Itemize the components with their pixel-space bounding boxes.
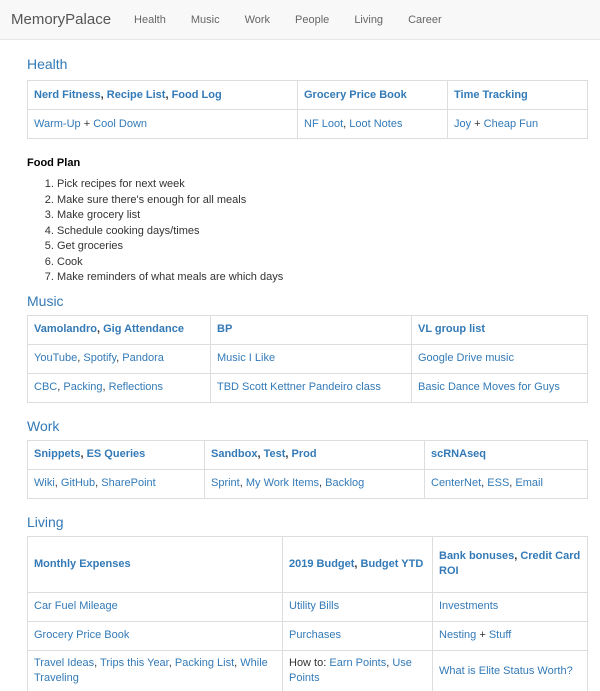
table-cell: [283, 536, 433, 592]
table-text: ,: [95, 477, 102, 489]
table-text: +: [80, 117, 94, 130]
table-cell: [298, 110, 448, 139]
table-text: ,: [100, 88, 107, 101]
work-heading: Work: [27, 417, 60, 434]
table-text: ,: [168, 657, 175, 669]
table-link[interactable]: Test: [263, 448, 286, 460]
table-link[interactable]: Snippets: [34, 448, 81, 460]
table-link[interactable]: Reflections: [108, 381, 164, 393]
table-header-row: [28, 440, 588, 469]
table-link[interactable]: My Work Items: [245, 477, 320, 489]
table-row: [28, 373, 588, 402]
table-link[interactable]: Sprint: [211, 477, 240, 489]
table-link[interactable]: Wiki: [34, 477, 55, 489]
table-link[interactable]: Basic Dance Moves for Guys: [418, 381, 560, 393]
table-link[interactable]: Food Log: [171, 88, 222, 101]
table-header-row: [28, 81, 588, 110]
top-navbar: [0, 0, 600, 40]
table-cell: [28, 650, 283, 691]
table-cell: [28, 440, 205, 469]
table-text: ,: [239, 477, 246, 489]
table-text: +: [471, 117, 484, 130]
table-cell: [412, 344, 588, 373]
table-text: ,: [165, 88, 172, 101]
table-link[interactable]: Monthly Expenses: [34, 557, 131, 570]
table-cell: [448, 81, 588, 110]
table-link[interactable]: Trips this Year: [100, 657, 169, 669]
work-table: [27, 440, 588, 499]
table-cell: [28, 81, 298, 110]
table-cell: [412, 315, 588, 344]
table-link[interactable]: ES Queries: [86, 448, 146, 460]
food-plan-list: [57, 177, 587, 286]
table-text: ,: [116, 352, 123, 364]
table-link[interactable]: 2019 Budget: [289, 557, 355, 570]
table-text: ,: [354, 557, 361, 570]
table-link[interactable]: CenterNet: [431, 477, 482, 489]
table-header-row: [28, 536, 588, 592]
nav-link-career[interactable]: Career: [408, 13, 442, 26]
table-link[interactable]: Utility Bills: [289, 600, 340, 612]
table-link[interactable]: Investments: [439, 600, 499, 612]
table-link[interactable]: Packing List: [174, 657, 235, 669]
living-table: [27, 536, 588, 691]
table-text: ,: [102, 381, 109, 393]
table-cell: [412, 373, 588, 402]
food-plan-title: Food Plan: [27, 157, 81, 169]
table-cell: [211, 315, 412, 344]
table-link[interactable]: Prod: [291, 448, 317, 460]
music-table: [27, 315, 588, 403]
table-text: ,: [285, 448, 292, 460]
table-link[interactable]: Sandbox: [211, 448, 258, 460]
table-link[interactable]: ESS: [487, 477, 510, 489]
table-cell: [28, 469, 205, 498]
table-header-row: [28, 315, 588, 344]
food-plan-step: 7. Make reminders of what meals are which days: [57, 270, 587, 286]
table-text: ,: [77, 352, 84, 364]
table-link[interactable]: Loot Notes: [349, 117, 403, 130]
table-link[interactable]: Joy: [454, 117, 472, 130]
table-cell: [28, 621, 283, 650]
table-link[interactable]: Earn Points: [329, 657, 387, 669]
table-row: [28, 110, 588, 139]
table-text: +: [476, 629, 489, 641]
table-link[interactable]: Purchases: [289, 629, 341, 641]
table-link[interactable]: Use Points: [289, 657, 412, 684]
table-link[interactable]: Nerd Fitness: [34, 88, 101, 101]
table-cell: [283, 592, 433, 621]
table-link[interactable]: Budget YTD: [360, 557, 424, 570]
table-link[interactable]: Email: [515, 477, 543, 489]
table-cell: [448, 110, 588, 139]
table-link[interactable]: scRNAseq: [431, 448, 487, 460]
food-plan-step: 6. Cook: [57, 255, 587, 271]
table-link[interactable]: Gig Attendance: [103, 323, 184, 335]
table-cell: [205, 469, 425, 498]
table-row: [28, 592, 588, 621]
table-text: ,: [80, 448, 87, 460]
brand-link[interactable]: MemoryPalace: [11, 11, 112, 28]
table-link[interactable]: Stuff: [488, 629, 512, 641]
nav-link-people[interactable]: People: [295, 13, 330, 26]
table-cell: [211, 373, 412, 402]
food-plan-step: 3. Make grocery list: [57, 208, 587, 224]
table-link[interactable]: Nesting: [439, 629, 477, 641]
table-text: ,: [319, 477, 326, 489]
nav-link-health[interactable]: Health: [134, 13, 166, 26]
table-link[interactable]: Recipe List: [106, 88, 166, 101]
table-cell: [433, 592, 588, 621]
table-cell: [433, 536, 588, 592]
table-link[interactable]: While Traveling: [34, 657, 268, 684]
table-cell: [28, 536, 283, 592]
table-cell: [28, 373, 211, 402]
table-link[interactable]: SharePoint: [101, 477, 156, 489]
table-link[interactable]: Cheap Fun: [483, 117, 539, 130]
health-table: [27, 80, 588, 139]
table-link[interactable]: Grocery Price Book: [34, 629, 130, 641]
food-plan-step: 4. Schedule cooking days/times: [57, 224, 587, 240]
table-text: ,: [343, 117, 350, 130]
table-link[interactable]: Travel Ideas: [34, 657, 95, 669]
table-text: ,: [386, 657, 393, 669]
food-plan-step: 2. Make sure there's enough for all meals: [57, 193, 587, 209]
health-heading: Health: [27, 56, 68, 72]
table-link[interactable]: Car Fuel Mileage: [34, 600, 118, 612]
table-link[interactable]: NF Loot: [304, 117, 344, 130]
table-link[interactable]: CBC: [34, 381, 58, 393]
table-cell: [28, 315, 211, 344]
table-cell: [283, 621, 433, 650]
table-link[interactable]: Packing: [63, 381, 103, 393]
table-row: [28, 469, 588, 498]
table-link[interactable]: Bank bonuses: [439, 550, 515, 562]
table-row: [28, 650, 588, 691]
table-link[interactable]: Music I Like: [217, 352, 276, 364]
music-heading: Music: [27, 292, 64, 309]
main-content: [0, 56, 600, 691]
table-text: ,: [54, 477, 61, 489]
table-link[interactable]: Spotify: [83, 352, 117, 364]
table-link[interactable]: What is Elite Status Worth?: [439, 664, 573, 677]
table-link[interactable]: YouTube: [34, 352, 78, 364]
table-cell: [28, 110, 298, 139]
food-plan-step: 5. Get groceries: [57, 239, 587, 255]
table-link[interactable]: Backlog: [325, 477, 365, 489]
nav-link-music[interactable]: Music: [190, 13, 220, 26]
table-link[interactable]: Time Tracking: [454, 88, 528, 101]
table-link[interactable]: BP: [217, 323, 233, 335]
table-link[interactable]: Vamolandro: [34, 323, 97, 335]
table-link[interactable]: Cool Down: [93, 117, 148, 130]
table-text: ,: [257, 448, 264, 460]
table-cell: [433, 621, 588, 650]
table-cell: [205, 440, 425, 469]
table-cell: [283, 650, 433, 691]
table-text: ,: [509, 477, 516, 489]
table-link[interactable]: GitHub: [60, 477, 96, 489]
table-cell: [28, 592, 283, 621]
table-text: ,: [481, 477, 488, 489]
food-plan-step: 1. Pick recipes for next week: [57, 177, 587, 193]
table-text: ,: [514, 550, 521, 562]
table-link[interactable]: Pandora: [122, 352, 164, 364]
table-link[interactable]: Grocery Price Book: [304, 88, 407, 101]
table-row: [28, 344, 588, 373]
table-text: ,: [96, 323, 104, 335]
table-cell: [425, 440, 588, 469]
living-heading: Living: [27, 513, 64, 530]
table-cell: [433, 650, 588, 691]
table-text: How to:: [289, 657, 330, 669]
table-text: ,: [94, 657, 101, 669]
table-row: [28, 621, 588, 650]
table-link[interactable]: Warm-Up: [34, 117, 81, 130]
nav-link-living[interactable]: Living: [354, 13, 384, 26]
table-link[interactable]: VL group list: [418, 323, 486, 335]
nav-link-work[interactable]: Work: [244, 13, 271, 26]
table-text: ,: [57, 381, 64, 393]
table-cell: [28, 344, 211, 373]
table-cell: [298, 81, 448, 110]
table-link[interactable]: Credit Card ROI: [439, 550, 581, 577]
table-cell: [211, 344, 412, 373]
table-text: ,: [234, 657, 241, 669]
table-link[interactable]: Google Drive music: [418, 352, 514, 364]
table-cell: [425, 469, 588, 498]
table-link[interactable]: TBD Scott Kettner Pandeiro class: [217, 381, 381, 393]
